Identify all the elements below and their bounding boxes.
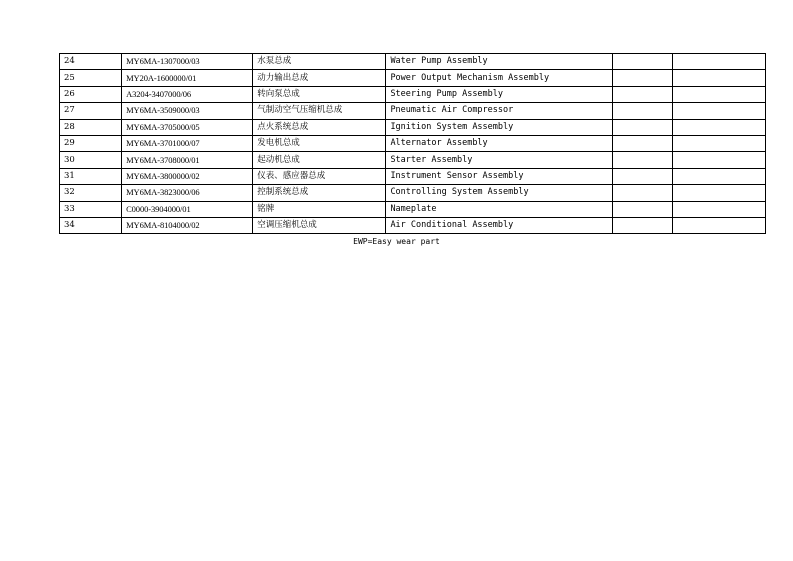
english-name-cell: Air Conditional Assembly [386,217,612,233]
item-number-cell: 29 [60,135,122,151]
remark-cell [672,152,765,168]
remark-cell [672,135,765,151]
english-name-cell: Instrument Sensor Assembly [386,168,612,184]
item-number-cell: 26 [60,86,122,102]
part-number-cell: MY6MA-3708000/01 [122,152,253,168]
table-row [60,135,766,151]
english-name-cell: Controlling System Assembly [386,185,612,201]
english-name-cell: Pneumatic Air Compressor [386,103,612,119]
part-number-cell: A3204-3407000/06 [122,86,253,102]
table-row [60,201,766,217]
chinese-name-cell: 铭牌 [253,201,386,217]
chinese-name-cell: 动力输出总成 [253,70,386,86]
chinese-name-cell: 空调压缩机总成 [253,217,386,233]
part-number-cell: MY6MA-3509000/03 [122,103,253,119]
part-number-cell: MY6MA-3701000/07 [122,135,253,151]
table-row [60,119,766,135]
item-number-cell: 28 [60,119,122,135]
remark-cell [672,185,765,201]
table-row [60,70,766,86]
remark-cell [672,103,765,119]
english-name-cell: Nameplate [386,201,612,217]
english-name-cell: Power Output Mechanism Assembly [386,70,612,86]
table-row [60,217,766,233]
english-name-cell: Alternator Assembly [386,135,612,151]
table-row [60,185,766,201]
remark-cell [672,86,765,102]
parts-table [59,53,766,234]
part-number-cell: C0000-3904000/01 [122,201,253,217]
chinese-name-cell: 控制系统总成 [253,185,386,201]
chinese-name-cell: 气制动空气压缩机总成 [253,103,386,119]
quantity-cell [612,103,672,119]
part-number-cell: MY6MA-3800000/02 [122,168,253,184]
chinese-name-cell: 起动机总成 [253,152,386,168]
item-number-cell: 30 [60,152,122,168]
item-number-cell: 31 [60,168,122,184]
quantity-cell [612,54,672,70]
quantity-cell [612,201,672,217]
footnote: EWP=Easy wear part [353,237,440,246]
english-name-cell: Steering Pump Assembly [386,86,612,102]
part-number-cell: MY20A-1600000/01 [122,70,253,86]
quantity-cell [612,217,672,233]
quantity-cell [612,185,672,201]
english-name-cell: Starter Assembly [386,152,612,168]
quantity-cell [612,86,672,102]
chinese-name-cell: 点火系统总成 [253,119,386,135]
remark-cell [672,168,765,184]
item-number-cell: 25 [60,70,122,86]
remark-cell [672,70,765,86]
chinese-name-cell: 仪表、感应器总成 [253,168,386,184]
part-number-cell: MY6MA-8104000/02 [122,217,253,233]
english-name-cell: Ignition System Assembly [386,119,612,135]
part-number-cell: MY6MA-3705000/05 [122,119,253,135]
remark-cell [672,217,765,233]
item-number-cell: 33 [60,201,122,217]
quantity-cell [612,152,672,168]
chinese-name-cell: 发电机总成 [253,135,386,151]
table-row [60,54,766,70]
quantity-cell [612,70,672,86]
table-row [60,86,766,102]
chinese-name-cell: 转向泵总成 [253,86,386,102]
quantity-cell [612,119,672,135]
english-name-cell: Water Pump Assembly [386,54,612,70]
quantity-cell [612,168,672,184]
remark-cell [672,119,765,135]
item-number-cell: 32 [60,185,122,201]
remark-cell [672,201,765,217]
item-number-cell: 27 [60,103,122,119]
quantity-cell [612,135,672,151]
table-row [60,152,766,168]
part-number-cell: MY6MA-1307000/03 [122,54,253,70]
remark-cell [672,54,765,70]
part-number-cell: MY6MA-3823000/06 [122,185,253,201]
item-number-cell: 34 [60,217,122,233]
chinese-name-cell: 水泵总成 [253,54,386,70]
item-number-cell: 24 [60,54,122,70]
parts-table-body [60,54,766,234]
table-row [60,168,766,184]
table-row [60,103,766,119]
